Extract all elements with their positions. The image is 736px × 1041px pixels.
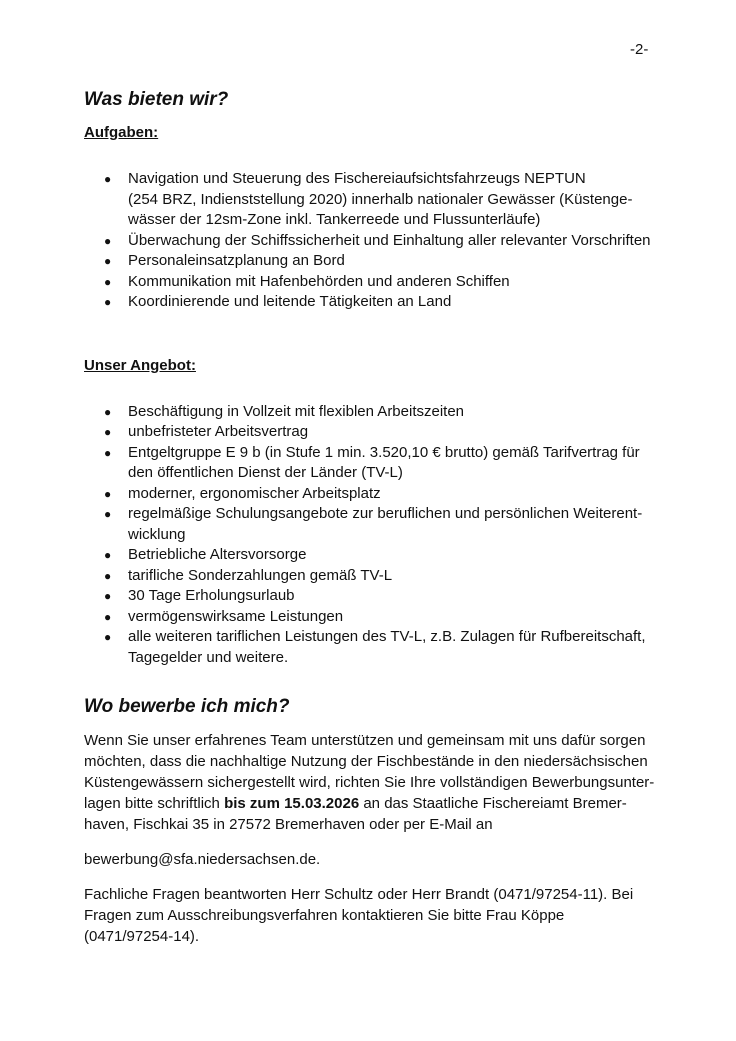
- list-item: ● Personaleinsatzplanung an Bord: [84, 251, 659, 272]
- contact-paragraph: Fachliche Fragen beantworten Herr Schultz oder Herr Brandt (0471/97254-11). Bei Fragen zum Ausschreibungsverfahren kontaktieren Sie bitte Frau Köppe (0471/97254-14).: [84, 886, 634, 945]
- list-item: ● Beschäftigung in Vollzeit mit flexiblen Arbeitszeiten: [84, 402, 659, 423]
- section-heading-what-we-offer: Was bieten wir?: [84, 89, 229, 110]
- bullet-icon: ●: [104, 404, 112, 419]
- list-item: ● Entgeltgruppe E 9 b (in Stufe 1 min. 3.520,10 € brutto) gemäß Tarifvertrag für den öffentlichen Dienst der Länder (TV-L): [104, 443, 640, 481]
- tasks-list: [84, 169, 659, 313]
- bullet-icon: ●: [104, 172, 112, 186]
- list-item: ● vermögenswirksame Leistungen: [84, 607, 659, 628]
- document-body: [84, 88, 659, 947]
- list-item: ● moderner, ergonomischer Arbeitsplatz: [84, 484, 659, 505]
- bullet-icon: ●: [104, 274, 112, 289]
- email-address: bewerbung@sfa.niedersachsen.de.: [84, 851, 321, 868]
- list-item: ● Kommunikation mit Hafenbehörden und anderen Schiffen: [84, 272, 659, 293]
- bullet-icon: ●: [104, 507, 112, 521]
- bullet-icon: ●: [104, 254, 112, 268]
- list-item: ● 30 Tage Erholungsurlaub: [84, 586, 659, 607]
- list-item: ● alle weiteren tariflichen Leistungen des TV-L, z.B. Zulagen für Rufbereitschaft, Tagegelder und weitere.: [104, 628, 646, 666]
- list-item: ● tarifliche Sonderzahlungen gemäß TV-L: [84, 566, 659, 587]
- list-item: ● Navigation und Steuerung des Fischereiaufsichtsfahrzeugs NEPTUN (254 BRZ, Indienststellung 2020) innerhalb nationaler Gewässer (Küstenge- wässer der 12sm-Zone inkl. Tankerreede und Flussunterläufe): [104, 170, 633, 228]
- list-item: ● unbefristeter Arbeitsvertrag: [84, 422, 659, 443]
- list-item: ● Koordinierende und leitende Tätigkeiten an Land: [84, 292, 659, 313]
- bullet-icon: ●: [104, 630, 112, 644]
- bullet-icon: ●: [104, 445, 112, 460]
- bullet-icon: ●: [104, 486, 112, 501]
- bullet-icon: ●: [104, 548, 112, 562]
- list-item: ● regelmäßige Schulungsangebote zur beruflichen und persönlichen Weiterent- wicklung: [104, 505, 643, 543]
- bullet-icon: ●: [104, 568, 112, 583]
- bullet-icon: ●: [104, 295, 112, 309]
- section-heading-how-to-apply: Wo bewerbe ich mich?: [84, 696, 290, 717]
- bullet-icon: ●: [104, 609, 112, 624]
- tasks-title: Aufgaben:: [84, 124, 159, 141]
- list-item: ● Betriebliche Altersvorsorge: [84, 545, 659, 566]
- page-number: -2-: [630, 41, 649, 58]
- list-item: ● Überwachung der Schiffssicherheit und Einhaltung aller relevanter Vorschriften: [84, 231, 659, 252]
- bullet-icon: ●: [104, 425, 112, 439]
- offer-title: Unser Angebot:: [84, 356, 196, 374]
- bullet-icon: ●: [104, 589, 112, 603]
- application-paragraph: Wenn Sie unser erfahrenes Team unterstützen und gemeinsam mit uns dafür sorgen möchten, dass die nachhaltige Nutzung der Fischbestände in den niedersächsischen Küstengewässern sichergestellt wird, richten Sie Ihre vollständigen Bewerbungsunter- lagen bitte schriftlich bis zum 15.03.2026 an das Staatliche Fischereiamt Bremer- haven, Fischkai 35 in 27572 Bremerhaven oder per E-Mail an: [84, 732, 655, 833]
- bullet-icon: ●: [104, 233, 112, 248]
- application-deadline: bis zum 15.03.2026: [224, 795, 360, 812]
- offer-list: [84, 402, 659, 669]
